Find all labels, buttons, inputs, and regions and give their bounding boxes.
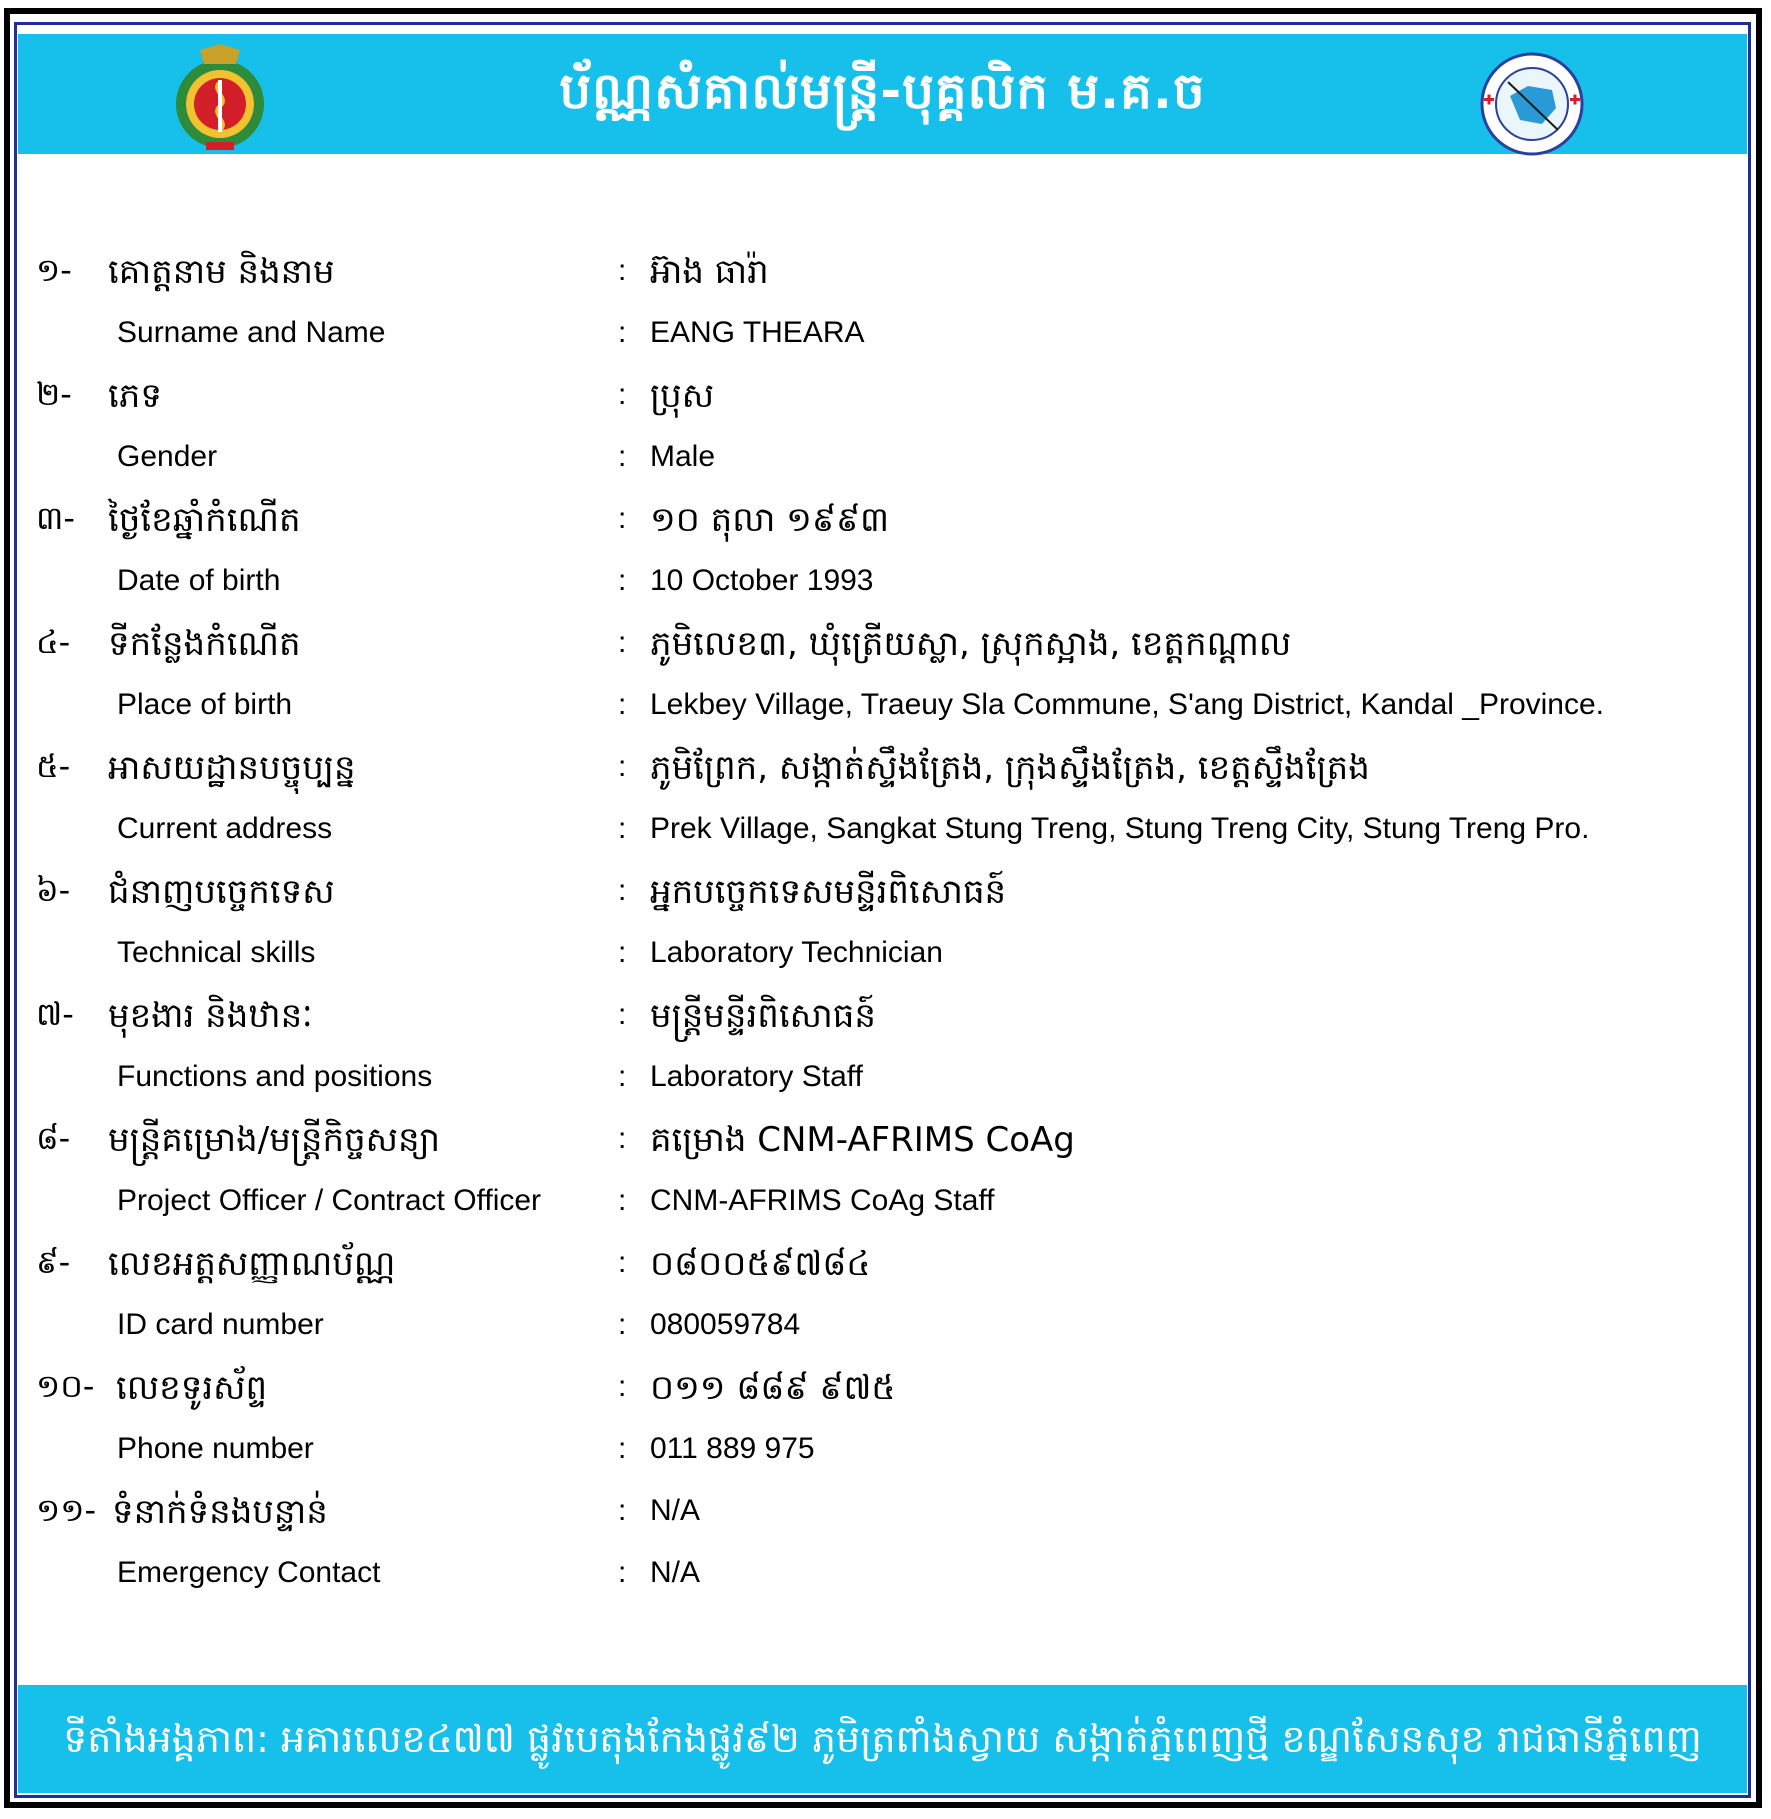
field-1-km	[0, 240, 1771, 302]
field-number: ៥-	[36, 747, 71, 785]
field-colon: :	[618, 502, 627, 535]
field-5-km	[0, 736, 1771, 798]
field-value-en: 080059784	[650, 1308, 801, 1341]
field-colon: :	[618, 1370, 627, 1403]
field-colon: :	[618, 440, 627, 473]
field-8-km	[0, 1108, 1771, 1170]
field-6-en	[0, 922, 1771, 984]
field-value-en: Male	[650, 440, 716, 473]
field-1-en	[0, 302, 1771, 364]
field-11-en	[0, 1542, 1771, 1604]
field-colon: :	[618, 378, 627, 411]
field-colon: :	[618, 626, 627, 659]
field-number: ៤-	[36, 623, 71, 661]
field-colon: :	[618, 316, 627, 349]
field-label-km: លេខអត្តសញ្ញាណប័ណ្ណ	[108, 1244, 396, 1284]
field-colon: :	[618, 254, 627, 287]
field-number: ៨-	[36, 1119, 71, 1157]
field-label-en: Project Officer / Contract Officer	[117, 1184, 542, 1217]
field-colon: :	[618, 1494, 627, 1527]
field-value-km: អ៊ាង ធារ៉ា	[650, 252, 769, 292]
field-colon: :	[618, 1556, 627, 1589]
field-label-km: ជំនាញបច្ចេកទេស	[108, 872, 335, 912]
field-value-km: អ្នកបច្ចេកទេសមន្ទីរពិសោធន៍	[650, 872, 1007, 912]
field-colon: :	[618, 1060, 627, 1093]
field-3-km	[0, 488, 1771, 550]
field-label-en: Surname and Name	[117, 316, 386, 349]
field-value-en: 011 889 975	[650, 1432, 815, 1465]
field-number: ៦-	[36, 871, 71, 909]
ministry-emblem-icon	[170, 42, 270, 154]
field-value-km: ភូមិព្រែក, សង្កាត់ស្ទឹងត្រែង, ក្រុងស្ទឹងត្រែង, ខេត្តស្ទឹងត្រែង	[650, 748, 1370, 788]
field-label-en: Current address	[117, 812, 333, 845]
field-4-en	[0, 674, 1771, 736]
field-label-km: គោត្តនាម និងនាម	[108, 252, 335, 292]
field-value-km: មន្ត្រីមន្ទីរពិសោធន៍	[650, 996, 876, 1036]
field-label-en: Phone number	[117, 1432, 314, 1465]
field-number: ២-	[36, 375, 72, 413]
field-9-km	[0, 1232, 1771, 1294]
field-value-en: N/A	[650, 1556, 701, 1589]
field-label-en: Emergency Contact	[117, 1556, 381, 1589]
field-2-en	[0, 426, 1771, 488]
field-label-km: លេខទូរស័ព្ទ	[116, 1368, 268, 1408]
field-value-en: Laboratory Technician	[650, 936, 943, 969]
field-colon: :	[618, 1122, 627, 1155]
field-value-km: ១០ តុលា ១៩៩៣	[650, 500, 890, 540]
field-value-km: គម្រោង CNM-AFRIMS CoAg	[650, 1120, 1075, 1160]
cnm-seal-icon	[1480, 52, 1584, 156]
field-11-km	[0, 1480, 1771, 1542]
field-label-km: មន្ត្រីគម្រោង/មន្ត្រីកិច្ចសន្យា	[108, 1120, 441, 1160]
field-value-en: Prek Village, Sangkat Stung Treng, Stung Treng City, Stung Treng Pro.	[650, 812, 1590, 845]
field-4-km	[0, 612, 1771, 674]
field-colon: :	[618, 1184, 627, 1217]
footer-band	[18, 1685, 1747, 1793]
field-10-en	[0, 1418, 1771, 1480]
field-10-km	[0, 1356, 1771, 1418]
office-address: ទីតាំងអង្គភាព: អគារលេខ៤៧៧ ផ្លូវបេតុងកែងផ្លូវ៩២ ភូមិត្រពាំងស្វាយ សង្កាត់ភ្នំពេញថ្មី ខណ្ឌសែនសុខ រាជធានីភ្នំពេញ	[63, 1717, 1702, 1761]
field-label-en: Date of birth	[117, 564, 281, 597]
card-title: ប័ណ្ណសំគាល់មន្ត្រី-បុគ្គលិក ម.គ.ច	[559, 62, 1206, 120]
field-number: ៩-	[36, 1243, 71, 1281]
field-value-km: ០៨០០៥៩៧៨៤	[650, 1244, 871, 1284]
field-value-en: Laboratory Staff	[650, 1060, 863, 1093]
field-label-km: ទីកន្លែងកំណើត	[108, 624, 301, 664]
field-7-en	[0, 1046, 1771, 1108]
field-number: ៣-	[36, 499, 75, 537]
field-value-km: ០១១ ៨៨៩ ៩៧៥	[650, 1368, 896, 1408]
field-number: ១០-	[36, 1367, 95, 1405]
field-2-km	[0, 364, 1771, 426]
field-label-en: Place of birth	[117, 688, 293, 721]
field-5-en	[0, 798, 1771, 860]
field-label-en: Functions and positions	[117, 1060, 433, 1093]
field-colon: :	[618, 998, 627, 1031]
field-9-en	[0, 1294, 1771, 1356]
field-colon: :	[618, 936, 627, 969]
field-colon: :	[618, 812, 627, 845]
field-colon: :	[618, 564, 627, 597]
field-label-km: ទំនាក់ទំនងបន្ទាន់	[112, 1492, 328, 1532]
field-number: ១-	[36, 251, 72, 289]
field-value-en: Lekbey Village, Traeuy Sla Commune, S'ang District, Kandal _Province.	[650, 688, 1604, 721]
field-6-km	[0, 860, 1771, 922]
field-colon: :	[618, 1246, 627, 1279]
field-value-en: 10 October 1993	[650, 564, 874, 597]
field-label-km: ថ្ងៃខែឆ្នាំកំណើត	[108, 500, 301, 540]
field-label-en: Technical skills	[117, 936, 316, 969]
field-colon: :	[618, 1308, 627, 1341]
field-colon: :	[618, 874, 627, 907]
field-8-en	[0, 1170, 1771, 1232]
field-value-en: CNM-AFRIMS CoAg Staff	[650, 1184, 995, 1217]
field-number: ៧-	[36, 995, 74, 1033]
field-colon: :	[618, 1432, 627, 1465]
field-label-km: មុខងារ និងឋានៈ	[108, 996, 313, 1036]
field-colon: :	[618, 688, 627, 721]
field-value-km: ភូមិលេខ៣, ឃុំត្រើយស្លា, ស្រុកស្អាង, ខេត្តកណ្តាល	[650, 624, 1292, 664]
field-value-km: N/A	[650, 1494, 701, 1527]
field-3-en	[0, 550, 1771, 612]
field-7-km	[0, 984, 1771, 1046]
field-label-en: Gender	[117, 440, 218, 473]
field-label-en: ID card number	[117, 1308, 324, 1341]
field-value-km: ប្រុស	[650, 376, 715, 416]
field-number: ១១-	[36, 1491, 96, 1529]
field-label-km: អាសយដ្ឋានបច្ចុប្បន្ន	[108, 748, 356, 788]
field-colon: :	[618, 750, 627, 783]
field-label-km: ភេទ	[108, 376, 162, 416]
field-value-en: EANG THEARA	[650, 316, 865, 349]
